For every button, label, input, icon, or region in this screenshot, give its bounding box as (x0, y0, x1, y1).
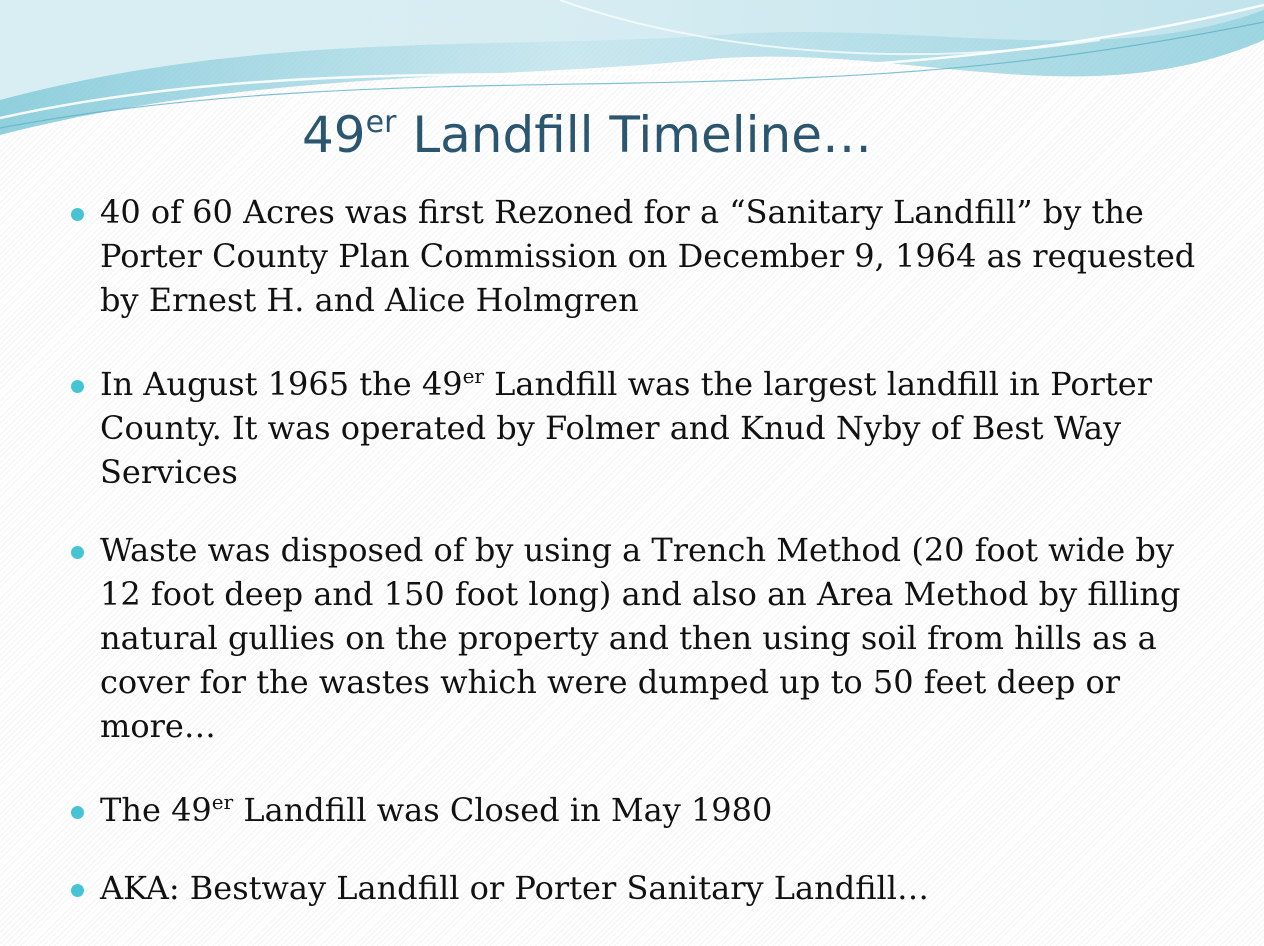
bullet-superscript: er (211, 790, 234, 814)
bullet-dot-icon (71, 208, 84, 221)
slide-title (302, 105, 873, 164)
bullet-text: AKA: Bestway Landfill or Porter Sanitary Landfill… (100, 869, 929, 907)
title-text: Landfill Timeline… (396, 106, 873, 164)
title-superscript: er (365, 105, 397, 140)
bullet-dot-icon (71, 546, 84, 559)
bullet-item (100, 866, 1210, 910)
bullet-item (100, 362, 1210, 494)
bullet-item (100, 788, 1210, 832)
bullet-text: Waste was disposed of by using a Trench Method (20 foot wide by 12 foot deep and 150 foot long) and also an Area Method by filling natural gullies on the property and then using soil from hills as a cover for the wastes which were dumped up to 50 feet deep or more… (100, 531, 1181, 745)
bullet-dot-icon (71, 806, 84, 819)
title-number: 49 (302, 106, 366, 164)
bullet-text-before: In August 1965 the 49 (100, 365, 463, 403)
bullet-text-after: Landfill was Closed in May 1980 (233, 791, 773, 829)
bullet-text: 40 of 60 Acres was first Rezoned for a “Sanitary Landfill” by the Porter County Plan Commission on December 9, 1964 as requested by Ernest H. and Alice Holmgren (100, 193, 1196, 319)
bullet-dot-icon (71, 380, 84, 393)
bullet-item (100, 528, 1210, 748)
bullet-item (100, 190, 1210, 322)
bullet-superscript: er (462, 364, 484, 388)
bullet-text-after: Landfill was the largest landfill in Porter County. It was operated by Folmer and Knud Nyby of Best Way Services (100, 365, 1152, 491)
bullet-text-before: The 49 (100, 791, 212, 829)
bullet-dot-icon (71, 884, 84, 897)
